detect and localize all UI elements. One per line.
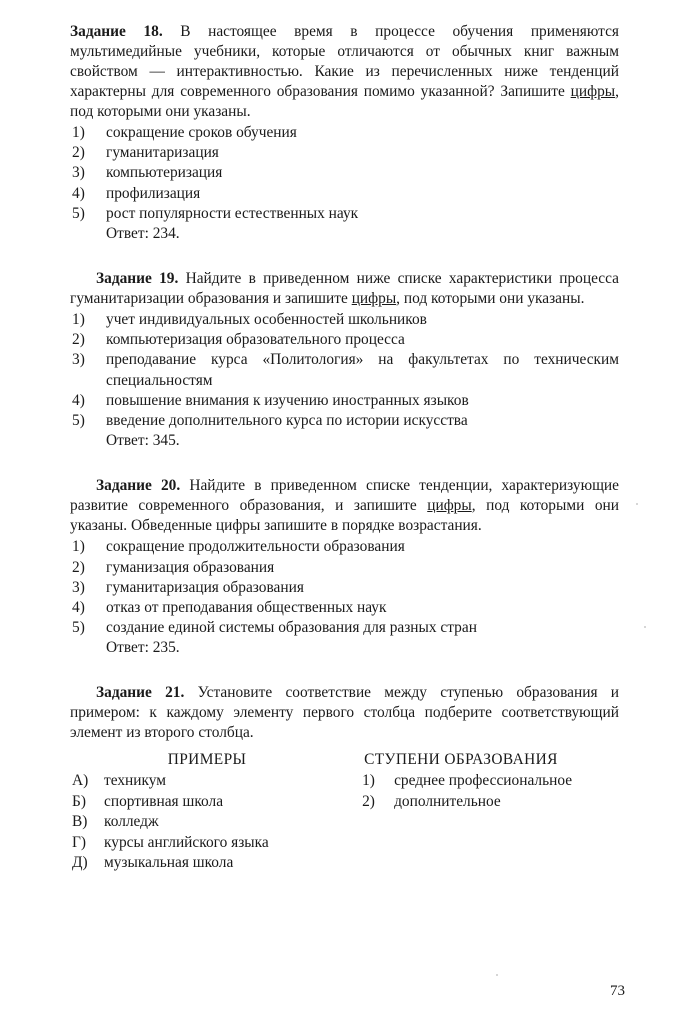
option-text: сокращение продолжительности образования	[106, 538, 405, 556]
task-18-prompt	[70, 22, 619, 122]
task-19-prompt-text: Найдите в приведенном ниже списке характеристики процесса гуманитаризации образования и запишите	[70, 270, 619, 308]
task-block-21	[70, 683, 619, 873]
option-number: 4)	[72, 391, 85, 409]
task-18-prompt-text: В настоящее время в процессе обучения применяются мультимедийные учебники, которые отличаются от обычных книг важным свойством — интерактивностью. Какие из перечисленных ниже тенденций характерны для современного образования помимо указанной? Запишите	[70, 23, 619, 101]
spacer	[70, 672, 619, 683]
option-text: создание единой системы образования для разных стран	[106, 619, 477, 637]
item-number: Д)	[72, 854, 88, 872]
option-number: 1)	[72, 538, 85, 556]
list-item	[70, 792, 344, 812]
matching-left-header: ПРИМЕРЫ	[167, 751, 247, 769]
matching-left-column	[70, 751, 344, 873]
item-text: среднее профессиональное	[394, 772, 573, 790]
task-21-prompt-text: Установите соответствие между ступенью образования и примером: к каждому элементу первого столбца подберите соответствующий элемент из второго столбца.	[70, 684, 620, 742]
task-18-keyword: цифры	[570, 83, 616, 101]
item-number: В)	[72, 813, 88, 831]
list-item	[70, 391, 619, 411]
item-text: колледж	[104, 813, 159, 831]
task-block-19	[70, 269, 619, 451]
list-item	[70, 411, 619, 431]
task-21-label: Задание 21.	[96, 684, 185, 702]
option-text: преподавание курса «Политология» на факультетах по техническим специальностям	[106, 351, 619, 389]
item-text: дополнительное	[394, 792, 501, 810]
spacer	[70, 465, 619, 476]
task-18-answer: Ответ: 234.	[106, 224, 180, 242]
task-21-prompt	[70, 683, 619, 743]
item-text: музыкальная школа	[104, 854, 234, 872]
task-20-prompt-tail: , под которыми они указаны. Обведенные цифры запишите в порядке возрастания.	[70, 497, 619, 535]
list-item	[70, 618, 619, 638]
option-text: учет индивидуальных особенностей школьников	[106, 311, 427, 329]
option-text: гуманизация образования	[106, 558, 275, 576]
option-text: повышение внимания к изучению иностранных языков	[106, 391, 469, 409]
option-number: 3)	[72, 164, 85, 182]
task-19-prompt	[70, 269, 619, 309]
list-item	[70, 833, 344, 853]
matching-right-column	[344, 751, 619, 873]
list-item	[70, 350, 619, 390]
matching-table	[70, 751, 619, 873]
option-number: 1)	[72, 311, 85, 329]
matching-right-header: СТУПЕНИ ОБРАЗОВАНИЯ	[364, 751, 558, 769]
option-text: компьютеризация образовательного процесса	[106, 331, 405, 349]
task-20-prompt-text: Найдите в приведенном списке тенденции, характеризующие развитие современного образования, и запишите	[70, 477, 619, 515]
task-19-answer: Ответ: 345.	[106, 432, 180, 450]
option-number: 5)	[72, 204, 85, 222]
item-text: спортивная школа	[104, 792, 224, 810]
list-item	[70, 537, 619, 557]
option-text: гуманитаризация образования	[106, 578, 304, 596]
option-text: рост популярности естественных наук	[106, 204, 359, 222]
list-item	[70, 123, 619, 143]
task-19-label: Задание 19.	[96, 270, 179, 288]
task-19-prompt-tail: , под которыми они указаны.	[396, 290, 585, 308]
matching-right-items	[360, 771, 619, 812]
list-item	[70, 598, 619, 618]
item-number: Г)	[72, 833, 87, 851]
list-item	[360, 771, 619, 791]
list-item	[70, 204, 619, 224]
spacer	[70, 258, 619, 269]
task-block-18	[70, 22, 619, 244]
task-18-prompt-tail: , под которыми они указаны.	[70, 83, 619, 121]
option-text: сокращение сроков обучения	[106, 124, 297, 142]
list-item	[70, 812, 344, 832]
task-20-answer: Ответ: 235.	[106, 639, 180, 657]
item-text: курсы английского языка	[104, 833, 269, 851]
option-number: 5)	[72, 412, 85, 429]
list-item	[70, 558, 619, 578]
option-number: 5)	[72, 619, 85, 637]
list-item	[70, 184, 619, 204]
task-block-20	[70, 476, 619, 658]
option-number: 2)	[72, 558, 85, 576]
list-item	[70, 163, 619, 183]
option-number: 4)	[72, 598, 85, 616]
option-text: отказ от преподавания общественных наук	[106, 598, 387, 616]
task-19-keyword: цифры	[351, 290, 397, 308]
list-item	[70, 143, 619, 163]
task-19-options	[70, 310, 619, 431]
task-20-prompt	[70, 476, 619, 536]
option-number: 3)	[72, 351, 85, 369]
option-number: 1)	[72, 124, 85, 142]
page-number: 73	[610, 983, 625, 999]
option-text: гуманитаризация	[106, 144, 219, 162]
list-item	[70, 310, 619, 330]
item-number: А)	[72, 772, 89, 790]
list-item	[70, 771, 344, 791]
task-20-label: Задание 20.	[96, 477, 181, 495]
item-number: 2)	[362, 792, 375, 810]
item-number: 1)	[362, 772, 375, 790]
option-number: 3)	[72, 578, 85, 596]
scan-speck	[644, 626, 646, 628]
option-text: введение дополнительного курса по истории искусства	[106, 412, 468, 429]
option-text: профилизация	[106, 184, 201, 202]
option-text: компьютеризация	[106, 164, 223, 182]
task-18-options	[70, 123, 619, 224]
item-number: Б)	[72, 792, 86, 810]
scan-speck	[636, 503, 638, 505]
list-item	[360, 792, 619, 812]
option-number: 4)	[72, 184, 85, 202]
task-18-label: Задание 18.	[70, 23, 163, 40]
list-item	[70, 330, 619, 350]
task-20-options	[70, 537, 619, 638]
item-text: техникум	[104, 772, 167, 790]
task-20-keyword: цифры	[427, 497, 472, 515]
scan-speck	[496, 974, 498, 976]
option-number: 2)	[72, 331, 85, 349]
option-number: 2)	[72, 144, 85, 162]
list-item	[70, 578, 619, 598]
list-item	[70, 853, 344, 873]
matching-left-items	[70, 771, 344, 873]
